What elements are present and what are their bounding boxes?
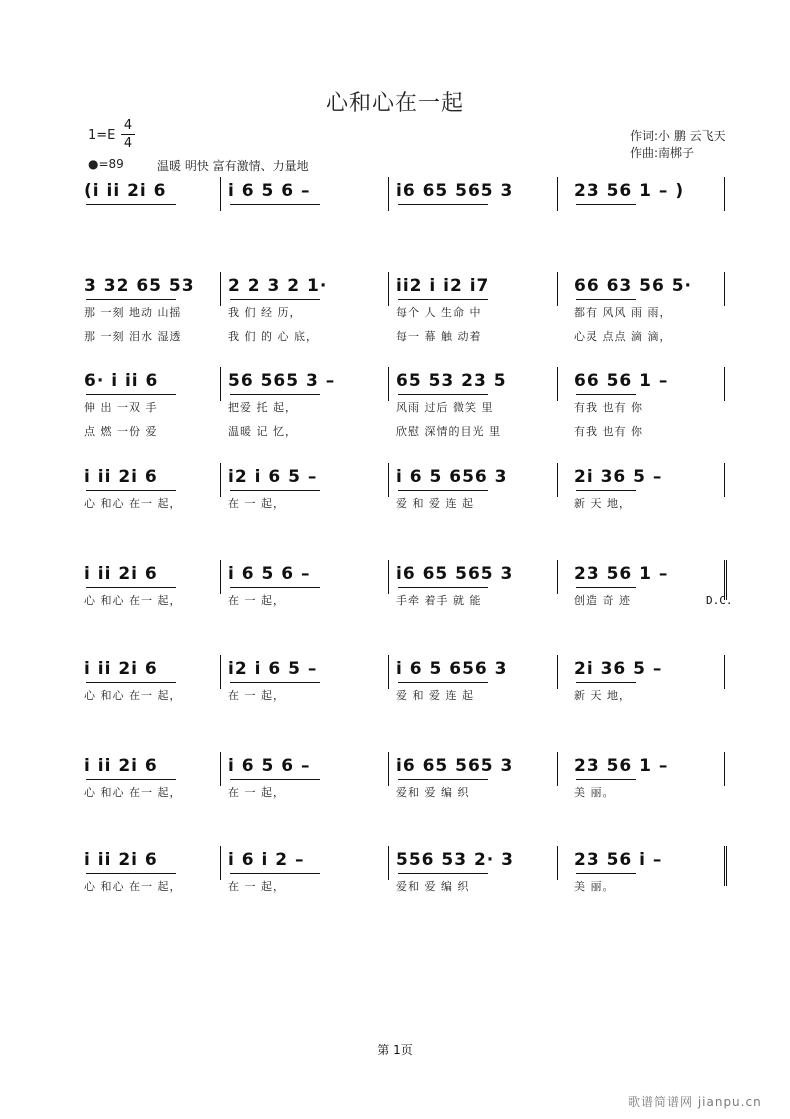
- measure-notes: i2 i 6 5 –: [228, 659, 318, 679]
- beam-underline: [576, 779, 636, 780]
- lyric-segment: 美 丽。: [574, 880, 615, 893]
- bar-line: [220, 367, 221, 401]
- beam-underline: [576, 394, 636, 395]
- beam-underline: [86, 682, 176, 683]
- bar-line: [220, 846, 221, 880]
- lyric-segment: 新 天 地，: [574, 497, 631, 510]
- beam-underline: [230, 779, 320, 780]
- bar-line: [388, 846, 389, 880]
- lyric-segment: 有我 也有 你: [574, 425, 643, 438]
- measure-notes: i6 65 565 3: [396, 564, 514, 584]
- time-signature: [118, 117, 138, 152]
- bar-line: [557, 177, 558, 211]
- measure-notes: 66 56 1 –: [574, 371, 669, 391]
- measure-notes: 66 63 56 5·: [574, 276, 693, 296]
- measure-notes: 23 56 1 – ): [574, 181, 685, 201]
- bar-line: [557, 846, 558, 880]
- measure-notes: i6 65 565 3: [396, 181, 514, 201]
- beam-underline: [576, 682, 636, 683]
- measure-notes: i 6 5 656 3: [396, 659, 508, 679]
- bar-line: [724, 272, 725, 306]
- beam-underline: [86, 490, 176, 491]
- beam-underline: [576, 873, 636, 874]
- lyric-segment: 爱 和 爱 连 起: [396, 497, 474, 510]
- beam-underline: [398, 204, 488, 205]
- beam-underline: [230, 873, 320, 874]
- measure-notes: 23 56 i –: [574, 850, 663, 870]
- time-signature-top: 4: [123, 118, 133, 133]
- bar-line: [557, 560, 558, 594]
- beam-underline: [86, 299, 176, 300]
- measure-notes: i ii 2i 6: [84, 756, 158, 776]
- time-signature-bottom: 4: [123, 136, 133, 151]
- measure-notes: 23 56 1 –: [574, 756, 669, 776]
- beam-underline: [230, 394, 320, 395]
- measure-notes: i 6 i 2 –: [228, 850, 305, 870]
- lyric-segment: 手牵 着手 就 能: [396, 594, 482, 607]
- measure-notes: 23 56 1 –: [574, 564, 669, 584]
- beam-underline: [230, 587, 320, 588]
- bar-line: [557, 655, 558, 689]
- lyric-segment: 心 和心 在一 起，: [84, 786, 182, 799]
- bar-line: [388, 272, 389, 306]
- lyric-segment: 在 一 起，: [228, 786, 285, 799]
- lyric-segment: 心 和心 在一 起，: [84, 594, 182, 607]
- page-number: 第 1页: [377, 1043, 413, 1057]
- lyric-segment: 爱和 爱 编 织: [396, 880, 470, 893]
- lyric-segment: 在 一 起，: [228, 594, 285, 607]
- beam-underline: [398, 587, 488, 588]
- measure-notes: 556 53 2· 3: [396, 850, 515, 870]
- bar-line: [724, 367, 725, 401]
- lyric-segment: 美 丽。: [574, 786, 615, 799]
- measure-notes: ii2 i i2 i7: [396, 276, 490, 296]
- lyric-segment: 都有 风风 雨 雨，: [574, 306, 672, 319]
- bar-line: [557, 463, 558, 497]
- lyric-segment: 创造 奇 迹: [574, 594, 631, 607]
- bar-line: [220, 177, 221, 211]
- beam-underline: [86, 204, 176, 205]
- measure-notes: i6 65 565 3: [396, 756, 514, 776]
- lyric-segment: 爱 和 爱 连 起: [396, 689, 474, 702]
- song-title: 心和心在一起: [325, 91, 464, 116]
- beam-underline: [398, 873, 488, 874]
- bar-line: [220, 752, 221, 786]
- dc-marking: D.C.: [706, 594, 733, 607]
- beam-underline: [398, 394, 488, 395]
- lyric-segment: 欣慰 深情的目光 里: [396, 425, 501, 438]
- bar-line: [388, 367, 389, 401]
- lyric-segment: 我 们 的 心 底，: [228, 330, 318, 343]
- measure-notes: 2i 36 5 –: [574, 659, 663, 679]
- measure-notes: 6· i ii 6: [84, 371, 159, 391]
- beam-underline: [86, 394, 176, 395]
- beam-underline: [576, 204, 636, 205]
- lyric-segment: 在 一 起，: [228, 880, 285, 893]
- measure-notes: i ii 2i 6: [84, 467, 158, 487]
- measure-notes: 2 2 3 2 1·: [228, 276, 328, 296]
- tempo-marking: [88, 157, 124, 171]
- expression-marking: 温暖 明快 富有激情、力量地: [157, 159, 309, 173]
- watermark: 歌谱简谱网 jianpu.cn: [628, 1095, 762, 1109]
- bar-line: [388, 463, 389, 497]
- measure-notes: i ii 2i 6: [84, 850, 158, 870]
- note-head-icon: ●: [88, 157, 99, 171]
- tempo-value: =89: [98, 157, 124, 171]
- lyric-segment: 风雨 过后 微笑 里: [396, 401, 494, 414]
- bar-line: [724, 752, 725, 786]
- bar-line: [724, 655, 725, 689]
- measure-notes: 56 565 3 –: [228, 371, 336, 391]
- beam-underline: [398, 299, 488, 300]
- lyric-segment: 心 和心 在一 起，: [84, 497, 182, 510]
- bar-line: [220, 272, 221, 306]
- beam-underline: [86, 873, 176, 874]
- lyric-segment: 每个 人 生命 中: [396, 306, 482, 319]
- key-signature: 1=E: [88, 128, 116, 143]
- bar-line: [220, 560, 221, 594]
- bar-line: [724, 846, 727, 886]
- lyric-segment: 心灵 点点 滴 滴，: [574, 330, 672, 343]
- beam-underline: [230, 299, 320, 300]
- lyric-segment: 每一 幕 触 动着: [396, 330, 482, 343]
- bar-line: [388, 560, 389, 594]
- beam-underline: [86, 587, 176, 588]
- lyric-segment: 心 和心 在一 起，: [84, 880, 182, 893]
- bar-line: [557, 752, 558, 786]
- bar-line: [388, 752, 389, 786]
- lyric-segment: 那 一刻 地动 山摇: [84, 306, 182, 319]
- beam-underline: [576, 587, 636, 588]
- composer: 作曲:南梆子: [630, 146, 695, 160]
- beam-underline: [230, 204, 320, 205]
- measure-notes: i ii 2i 6: [84, 564, 158, 584]
- measure-notes: i 6 5 6 –: [228, 564, 311, 584]
- lyric-segment: 我 们 经 历，: [228, 306, 302, 319]
- lyric-segment: 温暖 记 忆，: [228, 425, 297, 438]
- measure-notes: i ii 2i 6: [84, 659, 158, 679]
- beam-underline: [86, 779, 176, 780]
- credits: [630, 128, 726, 162]
- measure-notes: 65 53 23 5: [396, 371, 507, 391]
- time-signature-divider: [121, 134, 135, 135]
- measure-notes: i 6 5 656 3: [396, 467, 508, 487]
- bar-line: [724, 463, 725, 497]
- beam-underline: [398, 682, 488, 683]
- beam-underline: [230, 490, 320, 491]
- bar-line: [388, 655, 389, 689]
- measure-notes: (i ii 2i 6: [84, 181, 167, 201]
- lyric-segment: 新 天 地，: [574, 689, 631, 702]
- lyric-segment: 有我 也有 你: [574, 401, 643, 414]
- bar-line: [557, 272, 558, 306]
- lyric-segment: 爱和 爱 编 织: [396, 786, 470, 799]
- measure-notes: i2 i 6 5 –: [228, 467, 318, 487]
- beam-underline: [398, 779, 488, 780]
- beam-underline: [576, 490, 636, 491]
- lyric-segment: 在 一 起，: [228, 689, 285, 702]
- measure-notes: 2i 36 5 –: [574, 467, 663, 487]
- bar-line: [220, 463, 221, 497]
- beam-underline: [398, 490, 488, 491]
- bar-line: [724, 177, 725, 211]
- lyric-segment: 在 一 起，: [228, 497, 285, 510]
- lyric-segment: 那 一刻 泪水 湿透: [84, 330, 182, 343]
- lyric-segment: 心 和心 在一 起，: [84, 689, 182, 702]
- lyric-segment: 把爱 托 起，: [228, 401, 297, 414]
- beam-underline: [576, 299, 636, 300]
- measure-notes: 3 32 65 53: [84, 276, 195, 296]
- lyric-segment: 伸 出 一双 手: [84, 401, 158, 414]
- lyric-segment: 点 燃 一份 爱: [84, 425, 158, 438]
- bar-line: [220, 655, 221, 689]
- bar-line: [557, 367, 558, 401]
- measure-notes: i 6 5 6 –: [228, 756, 311, 776]
- beam-underline: [230, 682, 320, 683]
- measure-notes: i 6 5 6 –: [228, 181, 311, 201]
- bar-line: [388, 177, 389, 211]
- lyricist: 作词:小 鹏 云飞天: [630, 129, 726, 143]
